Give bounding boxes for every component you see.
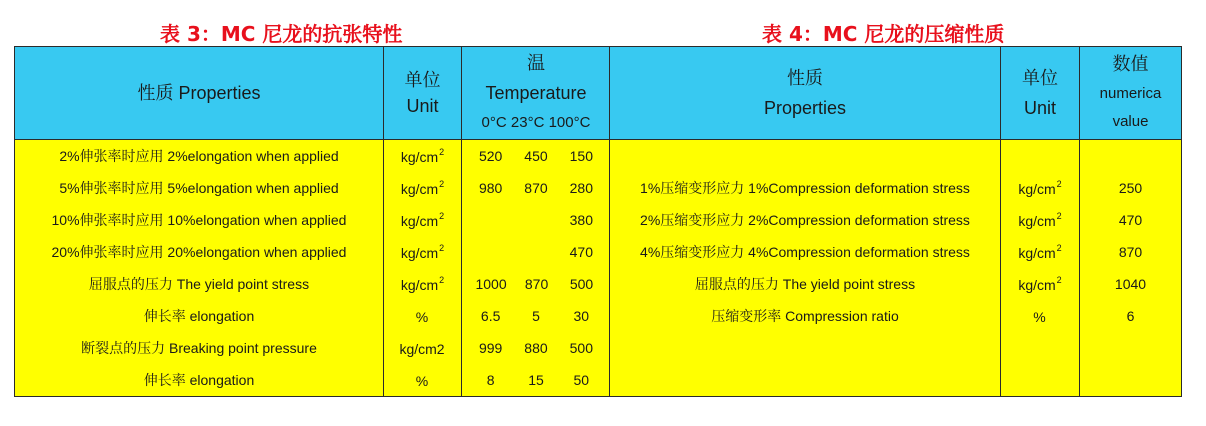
table3-unit-text: kg/cm: [400, 181, 439, 197]
table3-cell-property: 5%伸张率时应用 5%elongation when applied: [15, 172, 384, 204]
table3-unit-superscript: 2: [439, 211, 445, 221]
table4-cell-value: 870: [1080, 236, 1182, 268]
table4-cell-value: [1080, 364, 1182, 397]
table3-value-t0: 980: [478, 180, 503, 196]
table3-value-t23: 870: [524, 276, 549, 292]
tensile-properties-table: [14, 46, 611, 397]
table4-cell-property: 压缩变形率 Compression ratio: [610, 300, 1001, 332]
table4-cell-property: 2%压缩变形应力 2%Compression deformation stress: [610, 204, 1001, 236]
table3-value-t0: 520: [478, 148, 503, 164]
table4-header-value: [1080, 47, 1182, 140]
table3-unit-text: %: [415, 373, 429, 389]
table3-cell-temperatures: [462, 364, 611, 397]
table3-cell-property: 伸长率 elongation: [15, 364, 384, 397]
table3-value-t0: 6.5: [480, 308, 501, 324]
table3-unit-superscript: 2: [439, 179, 445, 189]
table3-cell-temperatures: [462, 332, 611, 364]
table4-unit-superscript: 2: [1056, 179, 1062, 189]
table4-cell-unit: [1001, 364, 1080, 397]
table3-temperature-values: [462, 180, 610, 196]
table4-cell-unit: [1001, 236, 1080, 268]
table3-cell-property: 2%伸张率时应用 2%elongation when applied: [15, 140, 384, 173]
table3-cell-temperatures: [462, 172, 611, 204]
table4-unit-text: %: [1033, 309, 1046, 325]
table4-cell-unit: [1001, 204, 1080, 236]
table3-temperature-values: [462, 212, 610, 228]
table3-cell-property: 10%伸张率时应用 10%elongation when applied: [15, 204, 384, 236]
table4-header-value-cn: 数值: [1112, 54, 1149, 74]
table3-value-t23: 5: [532, 308, 540, 324]
table3-unit-superscript: 2: [439, 243, 445, 253]
table4-unit-superscript: 2: [1056, 243, 1062, 253]
table4-cell-value: [1080, 140, 1182, 173]
table3-cell-unit: [384, 268, 462, 300]
table3-cell-unit: [384, 364, 462, 397]
table4-cell-value: 6: [1080, 300, 1182, 332]
table4-cell-value: 250: [1080, 172, 1182, 204]
table4-row: [610, 332, 1182, 364]
table3-value-t100: 30: [573, 308, 590, 324]
table4-header-property: [610, 47, 1001, 140]
table3-cell-temperatures: [462, 268, 611, 300]
table4-row: [610, 268, 1182, 300]
table4-cell-property: [610, 364, 1001, 397]
table3-header-temperature: [462, 47, 611, 140]
table4-header-value-en1: numerica: [1099, 85, 1162, 102]
table4-cell-property: [610, 332, 1001, 364]
compression-properties-table: [609, 46, 1182, 397]
table4-unit-text: kg/cm: [1018, 277, 1056, 293]
table3-unit-text: kg/cm: [400, 213, 439, 229]
table3-header-row: [15, 47, 611, 140]
table4-cell-property: 1%压缩变形应力 1%Compression deformation stress: [610, 172, 1001, 204]
table3-cell-property: 断裂点的压力 Breaking point pressure: [15, 332, 384, 364]
table3-cell-unit: [384, 204, 462, 236]
table3-unit-superscript: 2: [439, 275, 445, 285]
table3-value-t0: [476, 212, 506, 228]
table4-cell-value: [1080, 332, 1182, 364]
table3-temperature-values: [462, 244, 610, 260]
table4-header-value-en2: value: [1112, 113, 1149, 130]
table3-header-unit: [384, 47, 462, 140]
table4-title: 表 4：MC 尼龙的压缩性质: [762, 22, 1005, 46]
table3-cell-temperatures: [462, 204, 611, 236]
table4-row: [610, 172, 1182, 204]
table3-value-t23: 15: [528, 372, 544, 388]
table4-row: [610, 140, 1182, 173]
table3-value-t100: 500: [569, 276, 594, 292]
table4-unit-superscript: 2: [1056, 211, 1062, 221]
table3-header-property: 性质 Properties: [15, 47, 384, 140]
table3-temperature-values: [462, 372, 610, 388]
table3-value-t0: [476, 244, 506, 260]
table4-header-row: [610, 47, 1182, 140]
table3-cell-property: 屈服点的压力 The yield point stress: [15, 268, 384, 300]
table3-row: [15, 204, 611, 236]
table3-header-temp-cols: 0°C 23°C 100°C: [481, 114, 591, 131]
table3-header-temp-en: Temperature: [485, 83, 587, 103]
table4-cell-property: [610, 140, 1001, 173]
table3-row: [15, 236, 611, 268]
table3-value-t100: 470: [569, 244, 593, 260]
table3-unit-text: kg/cm: [400, 149, 439, 165]
table4-unit-text: kg/cm: [1018, 213, 1056, 229]
table4-cell-value: 1040: [1080, 268, 1182, 300]
table3-title: 表 3：MC 尼龙的抗张特性: [160, 22, 403, 46]
table3-unit-text: kg/cm: [400, 277, 439, 293]
table3-cell-temperatures: [462, 300, 611, 332]
table3-value-t23: 450: [524, 148, 548, 164]
table4-cell-unit: [1001, 172, 1080, 204]
table3-value-t100: 380: [569, 212, 593, 228]
table3-row: [15, 172, 611, 204]
table4-header-property-cn: 性质: [787, 68, 823, 88]
table3-temperature-values: [462, 308, 610, 324]
table3-row: [15, 268, 611, 300]
table3-value-t23: [521, 212, 551, 228]
table3-cell-unit: [384, 172, 462, 204]
table3-value-t100: 50: [573, 372, 590, 388]
table3-row: [15, 300, 611, 332]
table3-value-t0: 1000: [475, 276, 507, 292]
table4-cell-property: 屈服点的压力 The yield point stress: [610, 268, 1001, 300]
table3-value-t0: 8: [486, 372, 495, 388]
table4-unit-text: kg/cm: [1018, 181, 1056, 197]
table4-header-property-en: Properties: [763, 98, 847, 118]
table4-unit-superscript: 2: [1056, 275, 1062, 285]
table3-cell-property: 20%伸张率时应用 20%elongation when applied: [15, 236, 384, 268]
table3-row: [15, 332, 611, 364]
table4-cell-value: 470: [1080, 204, 1182, 236]
table3-row: [15, 364, 611, 397]
table4-row: [610, 300, 1182, 332]
table3-cell-unit: [384, 300, 462, 332]
table4-unit-text: kg/cm: [1018, 245, 1056, 261]
table4-cell-unit: [1001, 332, 1080, 364]
table4-cell-unit: [1001, 300, 1080, 332]
table4-row: [610, 236, 1182, 268]
table4-row: [610, 204, 1182, 236]
table4-header-unit-cn: 单位: [1022, 68, 1058, 88]
table3-value-t100: 280: [569, 180, 593, 196]
table3-temperature-values: [462, 340, 610, 356]
table4-header-unit-en: Unit: [1023, 98, 1056, 118]
table3-header-unit-cn: 单位: [404, 70, 441, 90]
table4-header-unit: [1001, 47, 1080, 140]
table3-unit-text: kg/cm: [400, 245, 439, 261]
table4-cell-property: 4%压缩变形应力 4%Compression deformation stress: [610, 236, 1001, 268]
table3-cell-unit: [384, 140, 462, 173]
table3-temperature-values: [462, 276, 610, 292]
table4-row: [610, 364, 1182, 397]
table3-value-t0: 999: [478, 340, 503, 356]
table3-temperature-values: [462, 148, 610, 164]
table3-header-unit-en: Unit: [406, 96, 439, 116]
table4-cell-unit: [1001, 140, 1080, 173]
table3-value-t100: 500: [569, 340, 593, 356]
table3-cell-temperatures: [462, 236, 611, 268]
table3-header-temp-cn: 温: [527, 53, 545, 73]
table3-value-t100: 150: [569, 148, 593, 164]
table3-row: [15, 140, 611, 173]
table3-cell-unit: [384, 332, 462, 364]
table4-cell-unit: [1001, 268, 1080, 300]
table3-unit-superscript: 2: [439, 147, 445, 157]
table3-cell-unit: [384, 236, 462, 268]
table3-unit-text: kg/cm2: [399, 341, 445, 357]
table3-value-t23: [521, 244, 551, 260]
table3-value-t23: 880: [524, 340, 548, 356]
table3-value-t23: 870: [524, 180, 548, 196]
table3-unit-text: %: [415, 309, 429, 325]
table3-cell-temperatures: [462, 140, 611, 173]
table3-cell-property: 伸长率 elongation: [15, 300, 384, 332]
